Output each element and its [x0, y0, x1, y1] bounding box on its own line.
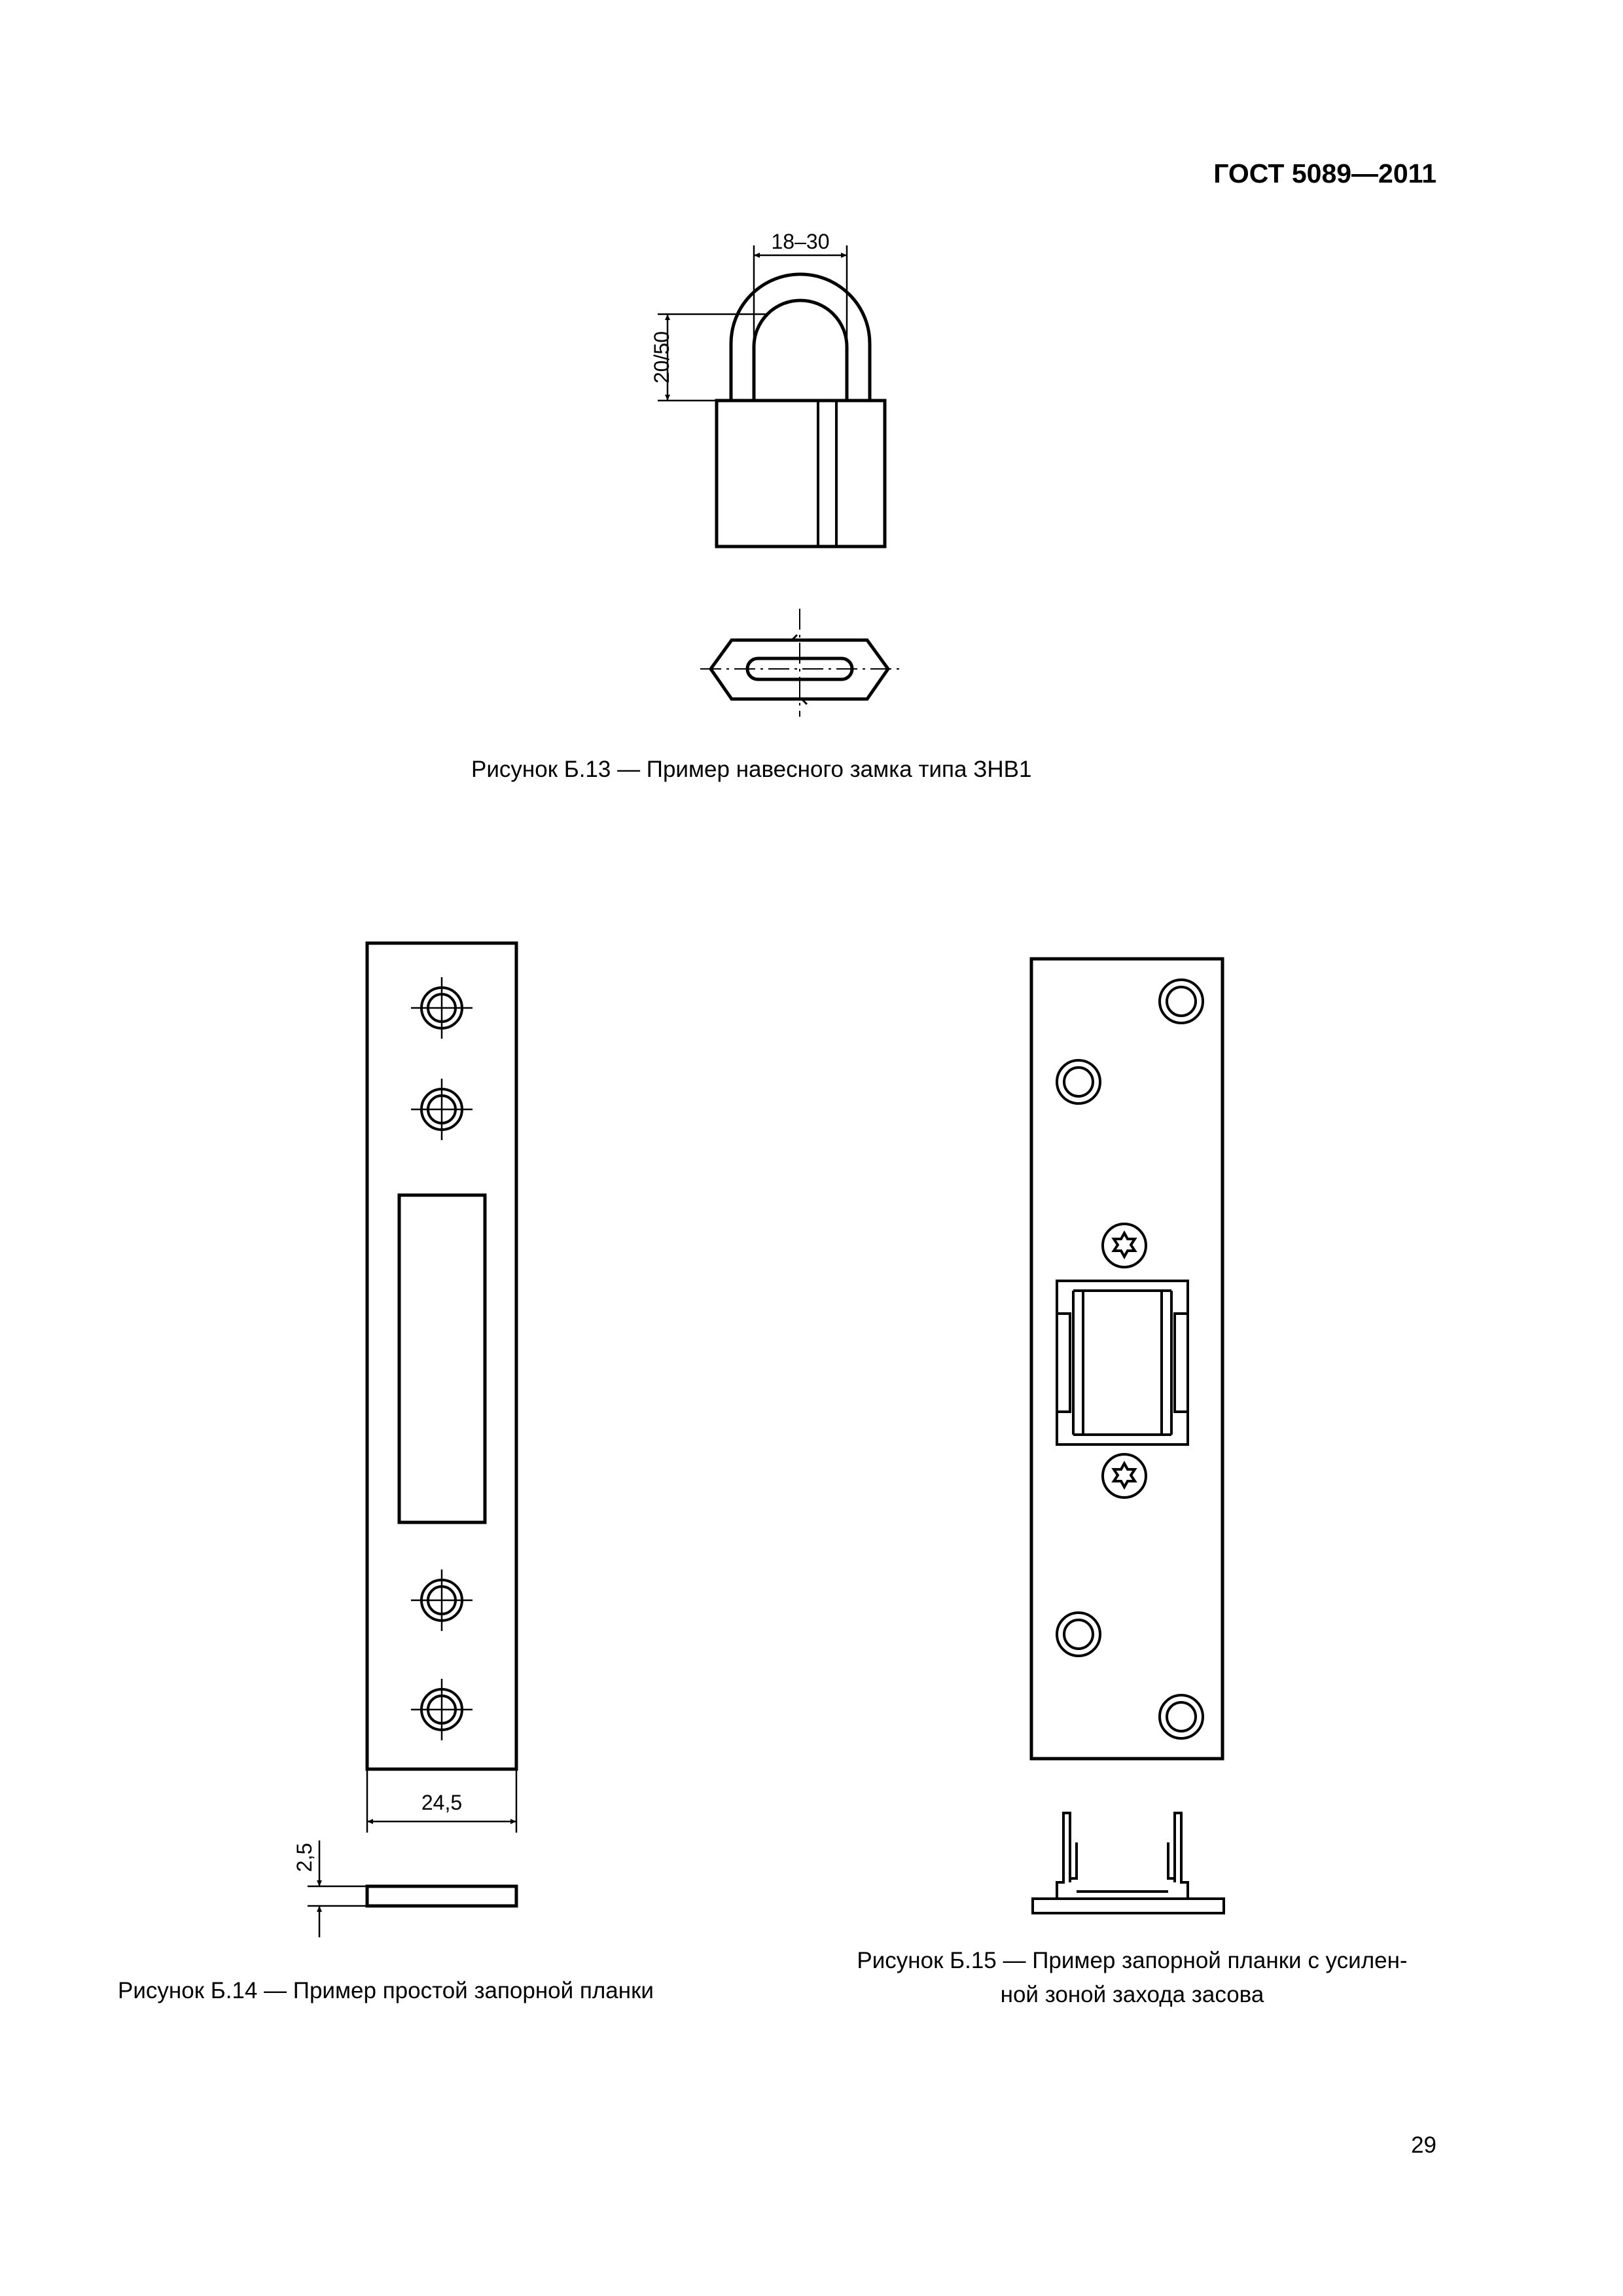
- figure-15-caption-line2: ной зоной захода засова: [1000, 1982, 1264, 2007]
- standard-header: ГОСТ 5089—2011: [1213, 158, 1436, 188]
- padlock-shackle-inner: [754, 300, 847, 401]
- figure-15-caption-line1: Рисунок Б.15 — Пример запорной планки с усилен-: [857, 1948, 1408, 1973]
- figure-14-caption: Рисунок Б.14 — Пример простой запорной планки: [118, 1978, 654, 2003]
- strike-plate-simple: [367, 943, 516, 1906]
- dimension-thickness-14: [308, 1840, 367, 1937]
- padlock-shackle-outer: [731, 274, 870, 401]
- dimension-thickness-14-label: 2,5: [293, 1842, 316, 1873]
- strike-plate-14-body: [367, 943, 516, 1769]
- page-number: 29: [1411, 2132, 1436, 2158]
- dimension-width-13: [754, 245, 847, 344]
- latch-reinforcement-zone: [1057, 1281, 1188, 1444]
- dimension-height-13: [658, 314, 766, 401]
- dimension-width-13-label: 18–30: [771, 230, 830, 253]
- padlock-body: [717, 401, 885, 547]
- strike-plate-15-body: [1031, 959, 1222, 1759]
- strike-plate-14-side: [367, 1886, 516, 1906]
- mounting-hole: [1057, 980, 1203, 1738]
- figure-15-caption: [812, 1944, 1453, 2012]
- strike-plate-reinforced: [1031, 959, 1224, 1913]
- strike-plate-15-profile: [1033, 1813, 1224, 1913]
- dimension-width-14-label: 24,5: [421, 1791, 463, 1814]
- hole-center-marks: [411, 977, 473, 1740]
- padlock-drawing: [717, 274, 885, 547]
- strike-plate-14-slot: [399, 1195, 485, 1522]
- dimension-height-13-label: 20/50: [650, 331, 673, 384]
- figure-13-caption: Рисунок Б.13 — Пример навесного замка типа ЗНВ1: [471, 757, 1032, 782]
- torx-screw: [1103, 1224, 1146, 1498]
